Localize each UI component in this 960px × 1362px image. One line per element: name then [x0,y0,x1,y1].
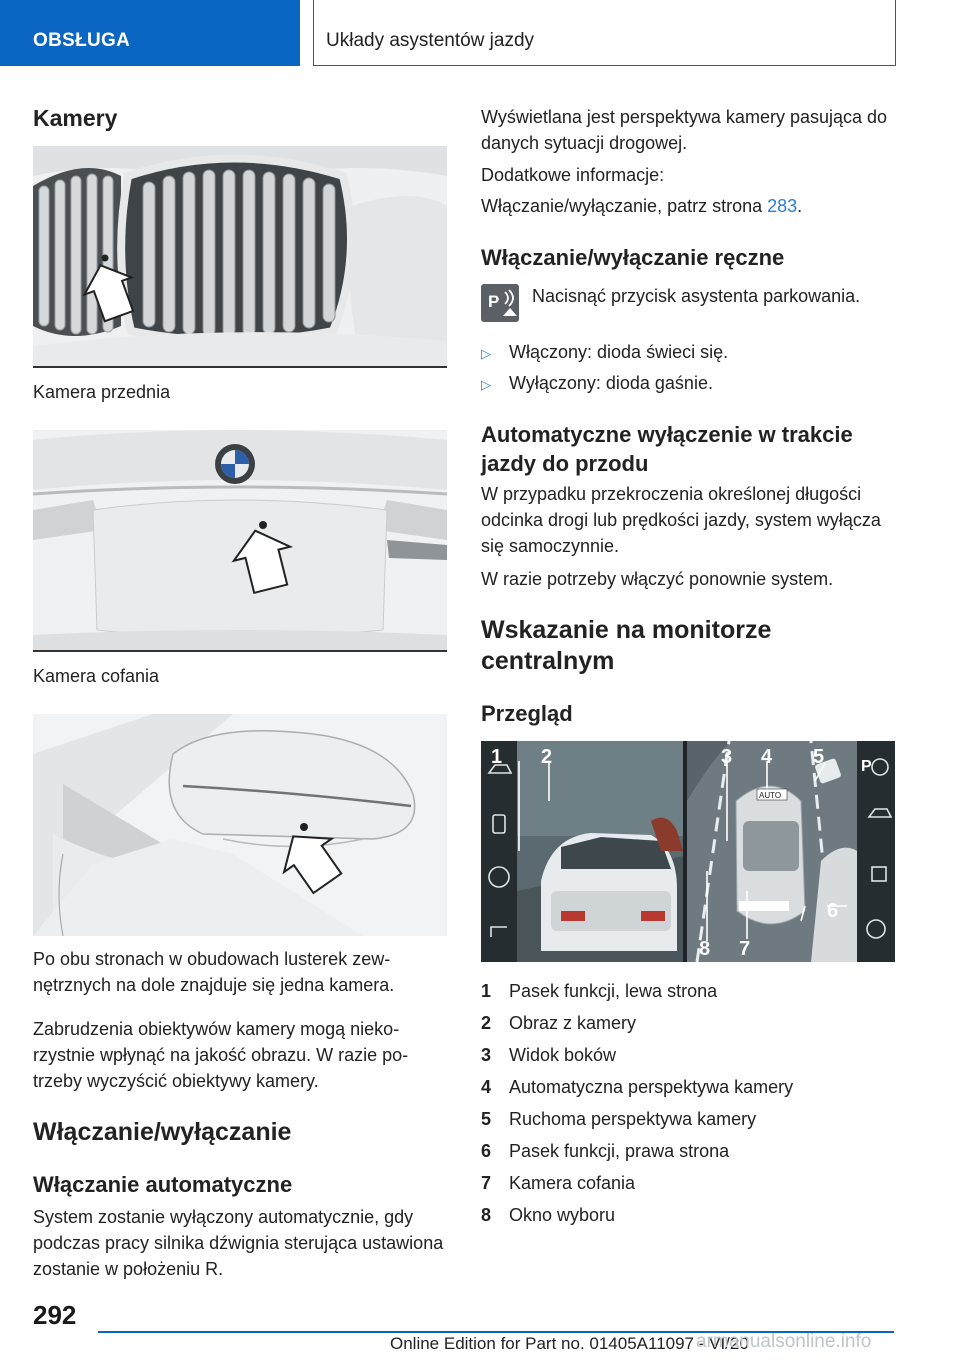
caption-front-camera: Kamera przednia [33,382,171,402]
manual-instruction: Nacisnąć przycisk asystenta parkowania. [532,286,861,306]
legend-label: Pasek funkcji, lewa strona [509,980,718,1001]
chapter-tab [313,0,896,66]
legend-item [481,1007,901,1039]
monitor-overview-image [481,741,895,962]
more-info-label: Dodatkowe informacje: [481,165,665,185]
legend-item [481,975,901,1007]
onoff-reference-text: Włączanie/wyłączanie, patrz strona [481,196,768,216]
callout-7: 7 [739,938,751,960]
footer-edition: Online Edition for Part no. 01405A11097 - VI/20 [390,1334,749,1353]
mirror-camera-image [33,714,447,936]
bullet-triangle-icon: ▷ [481,346,491,361]
page-link-283[interactable]: 283 [767,196,798,216]
legend-item [481,1199,901,1231]
svg-text:P: P [488,292,500,311]
callout-4: 4 [761,746,773,768]
legend-label: Automatyczna perspektywa kamery [509,1076,794,1097]
svg-text:P: P [861,758,872,775]
legend-label: Kamera cofania [509,1172,636,1193]
auto-label: AUTO [759,791,782,800]
legend-number: 7 [481,1172,492,1193]
legend-label: Okno wyboru [509,1204,616,1225]
overview-legend [481,975,901,1231]
legend-number: 3 [481,1044,492,1065]
paragraph-auto-off: W przypadku przekroczenia określonej długości odcinka drogi lub prędkości jazdy, system wyłącza się samoczynnie. [481,484,881,556]
heading-auto-off: Automatyczne wyłączenie w trakcie jazdy do przodu [481,422,853,476]
legend-number: 2 [481,1012,492,1033]
bullet-triangle-icon: ▷ [481,377,491,392]
heading-manual-on-off: Włączanie/wyłączanie ręczne [481,245,785,270]
legend-label: Ruchoma perspektywa kamery [509,1108,757,1129]
heading-cameras: Kamery [33,105,118,131]
paragraph-mirror-cameras: Po obu stronach w obudowach lusterek zewnętrznych na dole znajduje się jedna kamera. [33,949,395,995]
heading-overview: Przegląd [481,701,573,726]
callout-6: 6 [827,900,839,922]
onoff-reference-end: . [797,196,803,216]
heading-central-monitor: Wskazanie na monitorze centralnym [481,616,772,675]
onoff-reference [481,193,802,219]
legend-item [481,1071,901,1103]
section-title: OBSŁUGA [33,30,131,51]
legend-item [481,1135,901,1167]
park-assist-button-icon [481,284,519,322]
callout-1: 1 [491,746,503,768]
bullet-on [481,339,728,367]
legend-number: 1 [481,980,492,1001]
callout-5: 5 [813,746,825,768]
callout-3: 3 [721,746,733,768]
heading-auto-on: Włączanie automatyczne [33,1172,293,1197]
bullet-on-text: Włączony: dioda świeci się. [509,342,729,362]
front-camera-image [33,146,447,368]
watermark: armanualsonline.info [696,1331,872,1352]
legend-item [481,1039,901,1071]
paragraph-dirt-warning: Zabrudzenia obiektywów kamery mogą niekorzystnie wpłynąć na jakość obrazu. W razie potrzeby wyczyścić obiektywy kamery. [33,1019,409,1091]
rear-camera-image [33,430,447,652]
legend-number: 4 [481,1076,492,1097]
paragraph-reenable: W razie potrzeby włączyć ponownie system. [481,569,834,589]
legend-label: Widok boków [509,1044,617,1065]
legend-number: 6 [481,1140,492,1161]
legend-item [481,1103,901,1135]
bullet-off-text: Wyłączony: dioda gaśnie. [509,373,713,393]
callout-2: 2 [541,746,553,768]
bullet-off [481,370,713,398]
legend-number: 8 [481,1204,492,1225]
legend-label: Obraz z kamery [509,1012,637,1033]
heading-on-off: Włączanie/wyłączanie [33,1118,292,1146]
paragraph-auto-on: System zostanie wyłączony automatycznie, gdy podczas pracy silnika dźwignia sterująca ustawiona zostanie w położeniu R. [33,1207,444,1279]
section-tab [0,0,300,66]
page-number: 292 [33,1300,77,1330]
paragraph-perspective: Wyświetlana jest perspektywa kamery pasująca do danych sytuacji drogowej. [481,107,888,153]
legend-label: Pasek funkcji, prawa strona [509,1140,730,1161]
legend-number: 5 [481,1108,492,1129]
caption-rear-camera: Kamera cofania [33,666,160,686]
legend-item [481,1167,901,1199]
chapter-title: Układy asystentów jazdy [326,30,535,51]
callout-8: 8 [699,938,711,960]
